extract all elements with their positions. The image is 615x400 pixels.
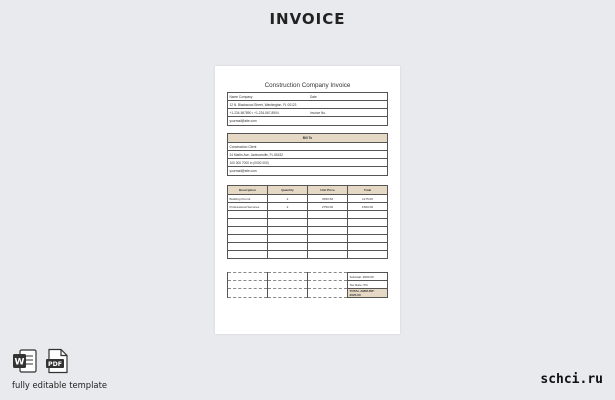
word-icon-letter: W bbox=[14, 357, 25, 368]
cell-total: 1500.00 bbox=[348, 203, 388, 211]
pdf-document-icon bbox=[45, 348, 70, 374]
summary-row bbox=[228, 273, 388, 281]
bill-to-block bbox=[227, 133, 388, 176]
company-info-block bbox=[227, 92, 388, 126]
table-row bbox=[228, 203, 388, 211]
cell-quantity: 2 bbox=[268, 195, 308, 203]
company-phone: +1-234-567890 • +1-234-567-8904 bbox=[229, 111, 279, 115]
cell-description: Professional Services bbox=[228, 203, 268, 211]
company-name-row bbox=[228, 93, 387, 101]
table-row-empty bbox=[228, 235, 388, 243]
tax-rate: Tax Rate: 5% bbox=[348, 281, 388, 289]
client-account-row bbox=[228, 159, 387, 167]
cell-unit-price: 3350.50 bbox=[308, 195, 348, 203]
table-row-empty bbox=[228, 227, 388, 235]
company-email: yourmail@site.com bbox=[229, 119, 257, 123]
summary-row bbox=[228, 281, 388, 289]
header-total: Total bbox=[348, 186, 388, 195]
items-table-header bbox=[228, 186, 388, 195]
client-email-row bbox=[228, 167, 387, 175]
pdf-icon-label: PDF bbox=[48, 361, 62, 368]
company-phone-row bbox=[228, 109, 387, 117]
page-title: INVOICE bbox=[269, 10, 346, 28]
table-row-empty bbox=[228, 251, 388, 259]
cell-quantity: 2 bbox=[268, 203, 308, 211]
header-quantity: Quantity bbox=[268, 186, 308, 195]
client-account: 100 000 7000 in (0000 000) bbox=[229, 161, 269, 165]
company-email-row bbox=[228, 117, 387, 125]
bill-to-header: Bill To bbox=[228, 134, 387, 143]
table-row bbox=[228, 195, 388, 203]
invoice-preview bbox=[215, 66, 400, 334]
cell-total: 1175.00 bbox=[348, 195, 388, 203]
table-row-empty bbox=[228, 219, 388, 227]
invoice-number-label: Invoice No. bbox=[310, 111, 326, 115]
table-row-empty bbox=[228, 211, 388, 219]
subtotal: Subtotal: 2500.00 bbox=[348, 273, 388, 281]
company-address: 12 N. Blackwood Street, Washington, FL 00123 bbox=[229, 103, 297, 107]
table-row-empty bbox=[228, 243, 388, 251]
summary-row bbox=[228, 289, 388, 298]
client-name-row bbox=[228, 143, 387, 151]
word-document-icon bbox=[12, 348, 37, 374]
summary-block bbox=[227, 272, 388, 298]
cell-description: Building Permit bbox=[228, 195, 268, 203]
header-unit-price: Unit Price bbox=[308, 186, 348, 195]
items-table-wrap bbox=[227, 185, 388, 259]
client-address: 24 Martin Ave, Jacksonville, FL 65432 bbox=[229, 153, 284, 157]
cell-unit-price: 2750.00 bbox=[308, 203, 348, 211]
site-name: schci.ru bbox=[540, 372, 603, 387]
client-name: Construction Client bbox=[229, 145, 257, 149]
total-amount: TOTAL AMOUNT: 2625.00 bbox=[348, 289, 388, 298]
client-email: yourmail@site.com bbox=[229, 169, 257, 173]
client-address-row bbox=[228, 151, 387, 159]
header-description: Description bbox=[228, 186, 268, 195]
company-address-row bbox=[228, 101, 387, 109]
template-caption: fully editable template bbox=[12, 380, 108, 390]
company-name: Name Company bbox=[229, 95, 253, 99]
document-title: Construction Company Invoice bbox=[264, 82, 351, 89]
items-table bbox=[227, 185, 388, 259]
date-label: Date bbox=[310, 95, 317, 99]
summary-table bbox=[227, 272, 388, 298]
